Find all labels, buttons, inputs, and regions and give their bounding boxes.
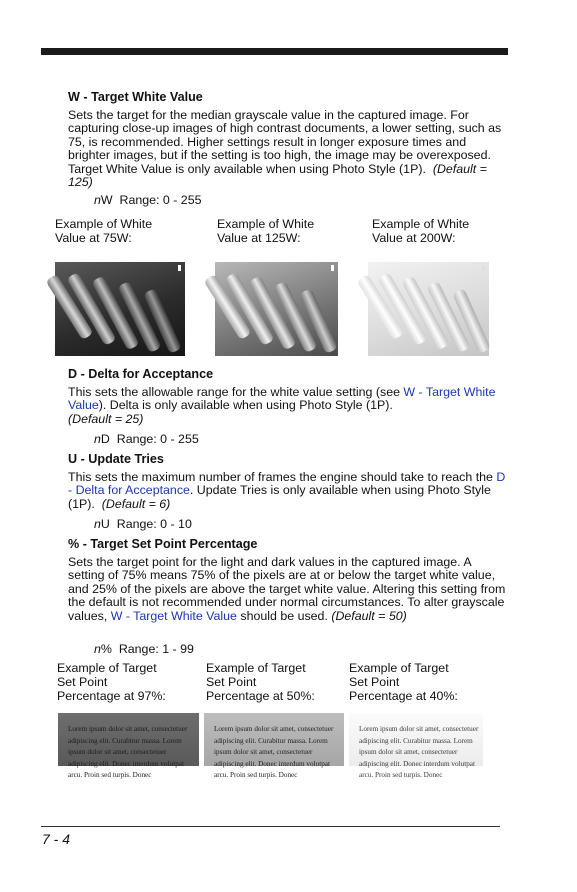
set-point-range: n% Range: 1 - 99 [94, 642, 194, 656]
white-example-caption-75: Example of White Value at 75W: [55, 217, 153, 245]
set-point-example-caption-40: Example of Target Set Point Percentage at 40%: [349, 661, 458, 703]
white-example-caption-200: Example of White Value at 200W: [372, 217, 470, 245]
set-point-default: (Default = 50) [331, 608, 407, 623]
white-example-photo-75 [55, 262, 185, 356]
set-point-example-caption-97: Example of Target Set Point Percentage at 97%: [57, 661, 166, 703]
update-tries-range: nU Range: 0 - 10 [94, 517, 192, 531]
update-tries-description: This sets the maximum number of frames the engine should take to reach the D - Delta for Acceptance. Update Tries is only available when using Photo Style (1P). (Default = 6) [68, 470, 506, 511]
set-point-description: Sets the target point for the light and dark values in the captured image. A setting of 75% means 75% of the pixels are at or below the target white value, and 25% of the pixels are above the target white value. Altering this setting from the default is not recommended under normal circumstances. To alter grayscale values, W - Target White Value should be used. (Default = 50) [68, 555, 506, 623]
link-target-white-value[interactable]: W - Target White Value [68, 385, 496, 413]
section-heading-set-point: % - Target Set Point Percentage [68, 537, 258, 551]
header-rule [41, 48, 508, 55]
set-point-sample-50: Lorem ipsum dolor sit amet, consectetuer adipiscing elit. Curabitur massa. Lorem ipsum dolor sit amet, consectetuer adipiscing elit. Donec interdum volutpat arcu. Proin sed turpis. Donec [204, 713, 344, 766]
section-heading-delta: D - Delta for Acceptance [68, 367, 214, 381]
set-point-sample-40: Lorem ipsum dolor sit amet, consectetuer adipiscing elit. Curabitur massa. Lorem ipsum dolor sit amet, consectetuer adipiscing elit. Donec interdum volutpat arcu. Proin sed turpis. Donec [349, 713, 483, 766]
white-example-photo-125 [215, 262, 338, 356]
white-value-range: nW Range: 0 - 255 [94, 193, 202, 207]
footer-rule [41, 826, 500, 827]
link-delta-for-acceptance[interactable]: D - Delta for Acceptance [68, 470, 506, 498]
white-value-default: (Default = 125) [68, 161, 487, 190]
link-target-white-value-2[interactable]: W - Target White Value [110, 608, 237, 623]
page-number: 7 - 4 [42, 831, 71, 847]
section-heading-white-value: W - Target White Value [68, 90, 203, 104]
white-example-photo-200 [368, 262, 489, 356]
white-value-description: Sets the target for the median grayscale value in the captured image. For capturing close-up images of high contrast documents, a lower setting, such as 75, is recommended. Higher settings result in longer exposure times and brighter images, but if the setting is too high, the image may be overexposed. Target White Value is only available when using Photo Style (1P). (Default = 125) [68, 108, 502, 190]
delta-default: (Default = 25) [68, 411, 144, 426]
white-example-caption-125: Example of White Value at 125W: [217, 217, 315, 245]
set-point-example-caption-50: Example of Target Set Point Percentage at 50%: [206, 661, 315, 703]
delta-description: This sets the allowable range for the white value setting (see W - Target White Value). Delta is only available when using Photo Style (1P). (Default = 25) [68, 385, 496, 426]
section-heading-update-tries: U - Update Tries [68, 452, 164, 466]
update-tries-default: (Default = 6) [101, 496, 171, 511]
delta-range: nD Range: 0 - 255 [94, 432, 199, 446]
set-point-sample-97: Lorem ipsum dolor sit amet, consectetuer adipiscing elit. Curabitur massa. Lorem ipsum dolor sit amet, consectetuer adipiscing elit. Donec interdum volutpat arcu. Proin sed turpis. Donec [58, 713, 199, 766]
